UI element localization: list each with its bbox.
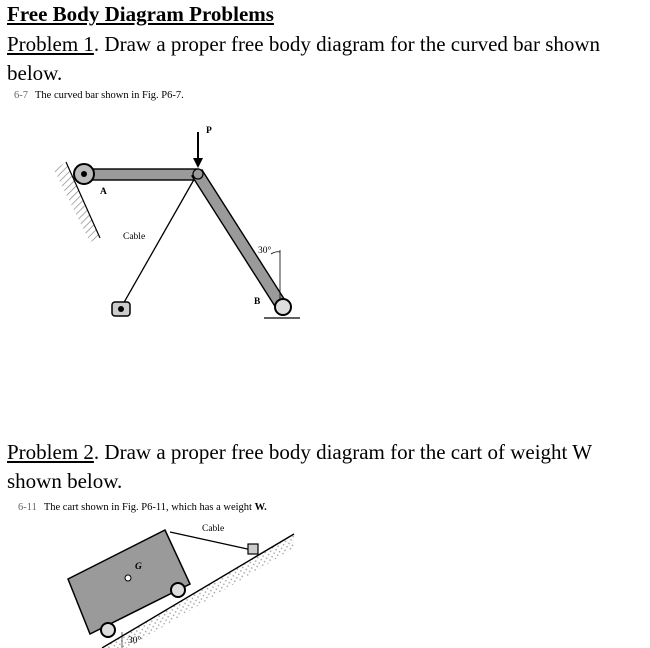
angle-arc	[271, 252, 280, 254]
pin-a-center	[81, 171, 87, 177]
cable-label-2: Cable	[202, 524, 225, 534]
problem1-label: Problem 1	[7, 32, 94, 56]
problem2-figure-number: 6-11	[18, 502, 37, 513]
roller-label-b: B	[254, 297, 261, 307]
bar-joint	[193, 169, 203, 179]
load-arrow-head	[193, 158, 203, 168]
problem1-figure-caption-text: The curved bar shown in Fig. P6-7.	[35, 90, 184, 101]
curved-bar-figure	[0, 110, 330, 330]
cart-figure	[0, 520, 320, 648]
problem1-text: . Draw a proper free body diagram for the curved bar shown below.	[7, 32, 601, 85]
problem2-figure-caption-weight: W.	[254, 502, 267, 513]
bar-inclined-segment	[192, 170, 288, 311]
angle-label-2: 30°	[128, 636, 142, 646]
cart-wheel-front	[171, 583, 185, 597]
problem1-figure-caption	[14, 90, 184, 101]
problem2-figure-caption	[18, 502, 267, 513]
problem1-statement	[7, 30, 647, 88]
problem2-figure-caption-text: The cart shown in Fig. P6-11, which has a weight	[43, 502, 255, 513]
cart-cable	[170, 532, 252, 550]
bar-horizontal-segment	[83, 169, 198, 180]
angle-label-1: 30°	[258, 246, 272, 256]
page-title: Free Body Diagram Problems	[7, 2, 274, 26]
problem2-label: Problem 2	[7, 440, 94, 464]
pin-label-a: A	[100, 187, 107, 197]
problem1-figure-number: 6-7	[14, 90, 28, 101]
problem2-statement	[7, 438, 647, 496]
cable-anchor-pin	[118, 306, 124, 312]
load-label-p: P	[206, 126, 212, 136]
cg-label-g: G	[135, 562, 142, 572]
cart-cable-anchor	[248, 544, 258, 554]
roller-b	[275, 299, 291, 315]
cable-label-1: Cable	[123, 232, 146, 242]
problem2-text: . Draw a proper free body diagram for the cart of weight W shown below.	[7, 440, 592, 493]
center-of-gravity	[125, 575, 131, 581]
cart-wheel-rear	[101, 623, 115, 637]
